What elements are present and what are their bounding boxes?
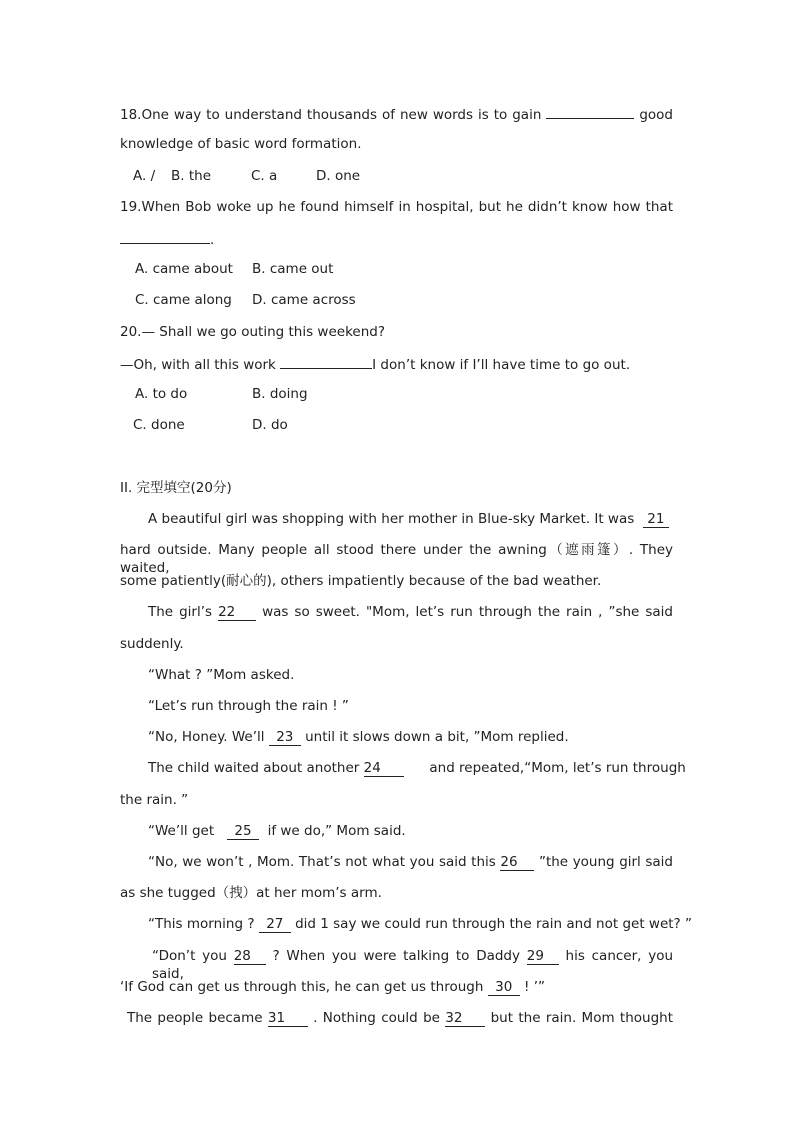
passage-p2-line1 — [148, 603, 673, 621]
section-heading: II. 完型填空(20分) — [120, 480, 232, 496]
q18-option-b: B. the — [171, 168, 211, 184]
q19-option-c: C. came along — [135, 292, 232, 308]
q20-option-c: C. done — [133, 417, 185, 433]
passage-p2-line2: suddenly. — [120, 636, 184, 652]
passage-text: The people became — [127, 1010, 263, 1026]
q18-stem: 18.One way to understand thousands of new words is to gain — [120, 107, 542, 123]
passage-p1-line2: hard outside. Many people all stood there under the awning（遮雨篷）. They waited, — [120, 542, 673, 576]
q18-stem-end: good — [639, 107, 673, 123]
q18-line2: knowledge of basic word formation. — [120, 136, 362, 152]
blank-23: 23 — [269, 730, 301, 746]
blank-28: 28 — [234, 949, 266, 965]
q20-line2 — [120, 354, 630, 374]
q20-reply-start: —Oh, with all this work — [120, 357, 276, 373]
passage-p5 — [148, 728, 569, 746]
q19-blank — [120, 229, 210, 244]
q19-option-d: D. came across — [252, 292, 356, 308]
passage-p6-line2: the rain. ” — [120, 792, 189, 808]
passage-p4: “Let’s run through the rain ! ” — [148, 698, 349, 714]
blank-27: 27 — [259, 917, 291, 933]
passage-p9 — [148, 915, 692, 933]
passage-text: “No, Honey. We’ll — [148, 729, 265, 745]
passage-text: his cancer, you said, — [152, 948, 674, 982]
passage-p3: “What ? ”Mom asked. — [148, 667, 295, 683]
passage-text: “This morning ? — [148, 916, 255, 932]
blank-30: 30 — [488, 980, 520, 996]
passage-text: “No, we won’t , Mom. That’s not what you said this — [148, 854, 496, 870]
passage-text: if we do,” Mom said. — [267, 823, 406, 839]
passage-text: did 1 say we could run through the rain and not get wet? ” — [295, 916, 693, 932]
q19-option-a: A. came about — [135, 261, 233, 277]
passage-p10-line2 — [120, 978, 545, 996]
q19-period: . — [210, 232, 215, 248]
q19-line1: 19.When Bob woke up he found himself in hospital, but he didn’t know how that — [120, 199, 673, 215]
blank-31: 31 — [268, 1011, 308, 1027]
blank-26: 26 — [500, 855, 534, 871]
blank-32: 32 — [445, 1011, 485, 1027]
passage-text: ? When you were talking to Daddy — [272, 948, 520, 964]
q18-option-c: C. a — [251, 168, 278, 184]
passage-text: . Nothing could be — [313, 1010, 440, 1026]
passage-text: ! ’” — [524, 979, 546, 995]
blank-29: 29 — [527, 949, 559, 965]
passage-p7 — [148, 822, 406, 840]
passage-text: and repeated,“Mom, let’s run through — [429, 760, 686, 776]
blank-22: 22 — [218, 605, 256, 621]
passage-text: The girl’s — [148, 604, 213, 620]
passage-p1-line1 — [148, 510, 669, 528]
q19-line2 — [120, 229, 214, 249]
passage-text: ‘If God can get us through this, he can get us through — [120, 979, 484, 995]
passage-text: “We’ll get — [148, 823, 215, 839]
blank-21: 21 — [643, 512, 669, 528]
passage-text: The child waited about another — [148, 760, 360, 776]
passage-p8-line2: as she tugged（拽）at her mom’s arm. — [120, 885, 382, 901]
passage-text: “Don’t you — [152, 948, 227, 964]
passage-text: ”the young girl said — [538, 854, 674, 870]
q19-option-b: B. came out — [252, 261, 334, 277]
passage-p1-line3: some patiently(耐心的), others impatiently because of the bad weather. — [120, 573, 602, 589]
q20-blank — [280, 354, 372, 369]
passage-p11-line1 — [127, 1009, 673, 1027]
passage-text: was so sweet. "Mom, let’s run through the rain , ”she said — [262, 604, 673, 620]
blank-24: 24 — [364, 761, 404, 777]
passage-p8-line1 — [148, 853, 673, 871]
q20-option-d: D. do — [252, 417, 288, 433]
passage-text: but the rain. Mom thought — [490, 1010, 674, 1026]
passage-text: A beautiful girl was shopping with her mother in Blue-sky Market. It was — [148, 511, 635, 527]
q20-line1: 20.— Shall we go outing this weekend? — [120, 324, 385, 340]
q20-option-b: B. doing — [252, 386, 308, 402]
q20-option-a: A. to do — [135, 386, 188, 402]
q18-line1 — [120, 104, 673, 124]
passage-text: until it slows down a bit, ”Mom replied. — [305, 729, 569, 745]
passage-p6-line1 — [148, 759, 686, 777]
blank-25: 25 — [227, 824, 259, 840]
q18-option-d: D. one — [316, 168, 361, 184]
q18-option-a: A. / — [133, 168, 156, 184]
q18-blank — [546, 104, 634, 119]
q20-reply-end: I don’t know if I’ll have time to go out. — [372, 357, 631, 373]
